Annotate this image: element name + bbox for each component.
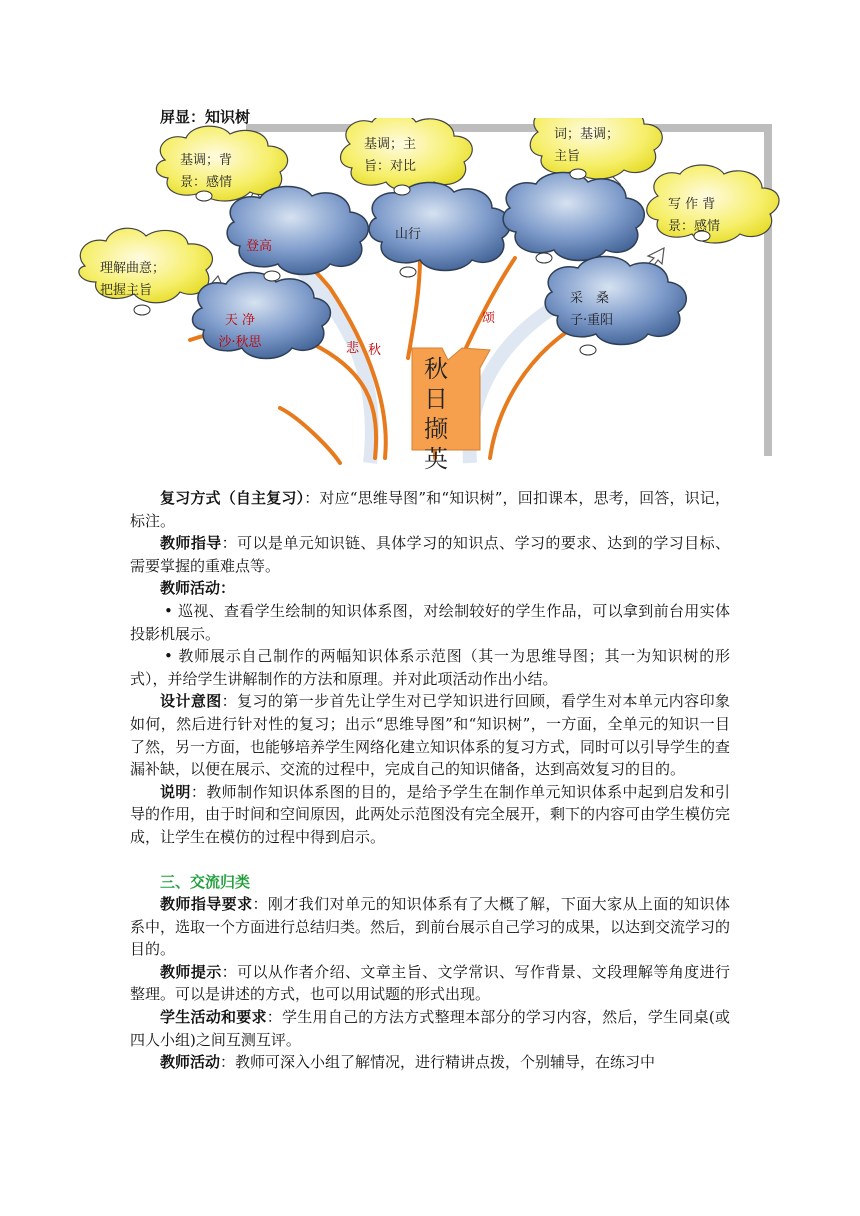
document-body [130,487,730,1074]
bullet-item-1: • 巡视、查看学生绘制的知识体系图，对绘制较好的学生作品，可以拿到前台用实体投影机展示。 [130,601,730,643]
paragraph-teacher-activity: 教师活动：教师可深入小组了解情况，进行精讲点拨，个别辅导，在练习中 [160,1053,656,1072]
paragraph-teacher-requirements: 教师指导要求：刚才我们对单元的知识体系有了大概了解，下面大家从上面的知识体系中，选取一个方面进行总结归类。然后，到前台展示自己学习的成果，以达到交流学习的目的。 [130,895,731,959]
cloud-caisang [545,256,686,344]
cloud-caisang-label: 采 桑 子·重阳 [570,291,614,328]
paragraph-design-intent: 设计意图：复习的第一步首先让学生对已学知识进行回顾，看学生对本单元内容印象如何，然后进行针对性的复习；出示“思维导图”和“知识树”，一方面，全单元的知识一目了然，另一方面，也能够培养学生网络化建立知识体系的复习方式，同时可以引导学生的查漏补缺，以便在展示、交流的过程中，完成自己的知识储备，达到高效复习的目的。 [130,692,731,779]
cloud-tianjingsha-label: 天 净 沙·秋思 [218,313,262,350]
paragraph-student-activity: 学生活动和要求：学生用自己的方法方式整理本部分的学习内容，然后，学生同桌(或四人小组)之间互测互评。 [130,1008,730,1049]
callout-shanxing-label: 基调；主 旨：对比 [364,137,417,174]
cloud-denggao-label: 登高 [246,239,273,254]
branch-label-song: 颂 [482,311,496,326]
cloud-qiuci [503,172,644,260]
screen-label: 屏显：知识树 [160,108,251,126]
branch-label-bei: 悲 [346,341,360,356]
callout-qiuci-label: 词；基调； 主旨 [554,127,620,164]
trunk-title: 秋日撷英 [424,355,448,473]
branch-label-qiu: 秋 [368,343,382,358]
paragraph-teacher-guidance: 教师指导：可以是单元知识链、具体学习的知识点、学习的要求、达到的学习目标、需要掌握的重难点等。 [130,534,730,575]
knowledge-tree-diagram [70,118,780,473]
cloud-shanxing-label: 山行 [395,227,422,242]
branch-qiuci [465,258,515,350]
paragraph-review-method: 复习方式（自主复习）：对应“思维导图”和“知识树”，回扣课本，思考，回答，识记，标注。 [130,489,730,530]
paragraph-teacher-activity-heading: 教师活动： [160,579,236,598]
section-heading-3: 三、交流归类 [160,872,251,891]
callout-denggao-label: 基调；背 景：感情 [180,153,233,190]
callout-lijie-label: 理解曲意； 把握主旨 [100,261,166,298]
paragraph-note: 说明：教师制作知识体系图的目的，是给予学生在制作单元知识体系中起到启发和引导的作用，由于时间和空间原因，此两处示范图没有完全展开，剩下的内容可由学生模仿完成，让学生在模仿的过程中得到启示。 [130,782,731,846]
cloud-denggao [227,186,368,274]
cloud-shanxing [369,182,510,270]
paragraph-teacher-hint: 教师提示：可以从作者介绍、文章主旨、文学常识、写作背景、文段理解等角度进行整理。可以是讲述的方式，也可以用试题的形式出现。 [130,962,730,1004]
bullet-item-2: • 教师展示自己制作的两幅知识体系示范图（其一为思维导图；其一为知识树的形式），并给学生讲解制作的方法和原理。并对此项活动作出小结。 [130,647,730,688]
callout-caisang-label: 写 作 背 景：感情 [668,197,721,234]
